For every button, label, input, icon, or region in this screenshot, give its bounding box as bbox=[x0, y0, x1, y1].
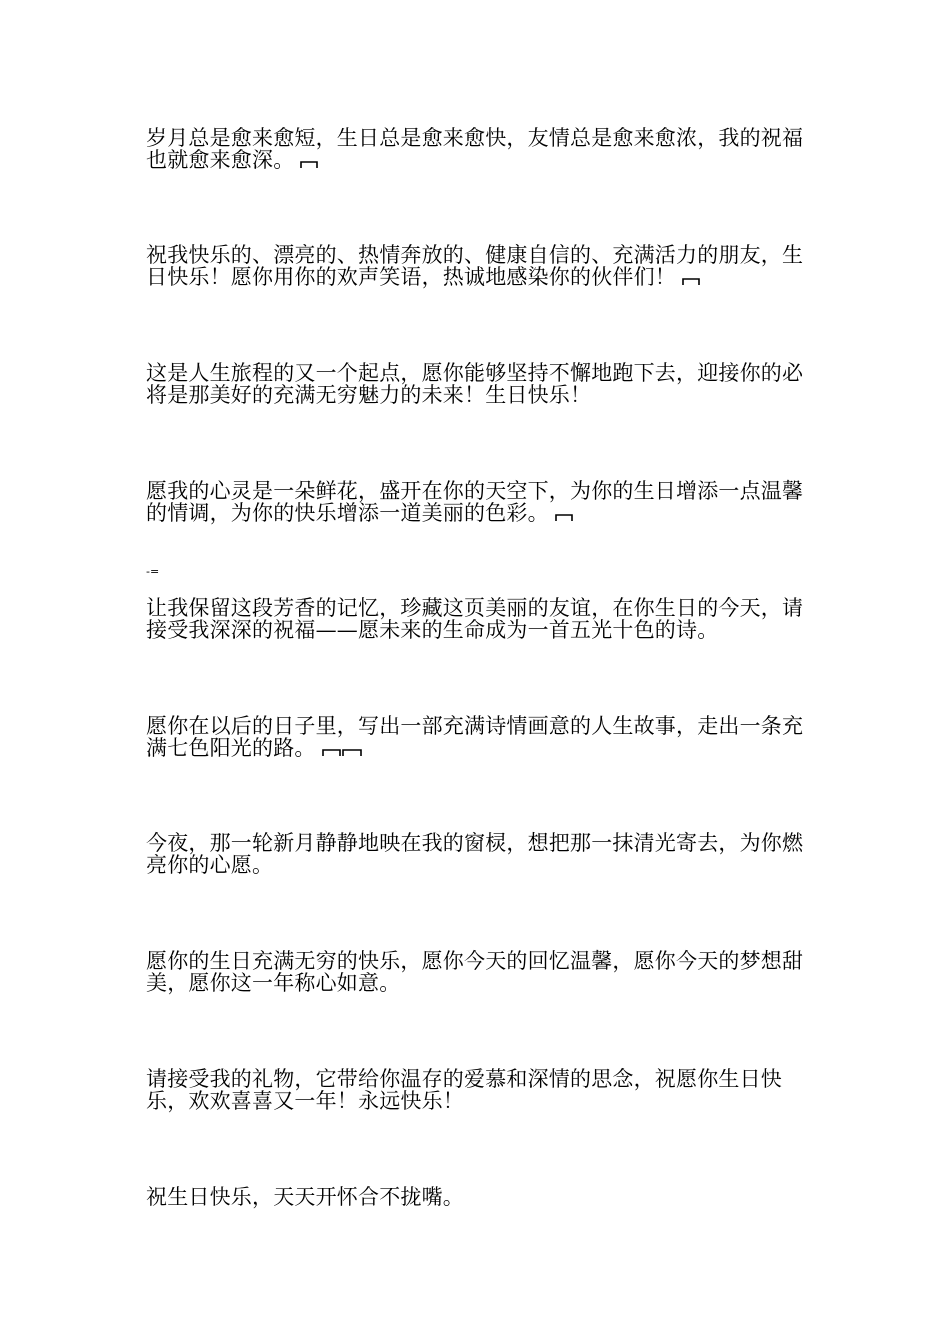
paragraph-text: 祝生日快乐，天天开怀合不拢嘴。 bbox=[146, 1185, 464, 1209]
paragraph-text: 愿我的心灵是一朵鲜花，盛开在你的天空下，为你的生日增添一点温馨的情调，为你的快乐增添一道美丽的色彩。 bbox=[146, 479, 804, 525]
paragraph-5 bbox=[146, 597, 811, 641]
placeholder-mark-icon bbox=[682, 277, 700, 286]
paragraph-7 bbox=[146, 832, 811, 876]
paragraph-4 bbox=[146, 480, 811, 524]
paragraph-text: 今夜，那一轮新月静静地映在我的窗棂，想把那一抹清光寄去，为你燃亮你的心愿。 bbox=[146, 831, 804, 877]
stray-mark: -= bbox=[146, 565, 160, 578]
paragraph-text: 祝我快乐的、漂亮的、热情奔放的、健康自信的、充满活力的朋友，生日快乐！愿你用你的欢声笑语，热诚地感染你的伙伴们！ bbox=[146, 243, 804, 289]
paragraph-6 bbox=[146, 715, 811, 759]
placeholder-mark-icon bbox=[322, 748, 362, 757]
placeholder-mark-icon bbox=[300, 160, 318, 169]
paragraph-10 bbox=[146, 1186, 811, 1208]
paragraph-8 bbox=[146, 950, 811, 994]
paragraph-text: 让我保留这段芳香的记忆，珍藏这页美丽的友谊，在你生日的今天，请接受我深深的祝福——愿未来的生命成为一首五光十色的诗。 bbox=[146, 596, 804, 642]
paragraph-9 bbox=[146, 1068, 811, 1112]
paragraph-3 bbox=[146, 362, 811, 406]
paragraph-text: 请接受我的礼物，它带给你温存的爱慕和深情的思念，祝愿你生日快乐，欢欢喜喜又一年！永远快乐！ bbox=[146, 1067, 782, 1113]
paragraph-text: 愿你在以后的日子里，写出一部充满诗情画意的人生故事，走出一条充满七色阳光的路。 bbox=[146, 714, 804, 760]
paragraph-text: 岁月总是愈来愈短，生日总是愈来愈快，友情总是愈来愈浓，我的祝福也就愈来愈深。 bbox=[146, 126, 804, 172]
paragraph-text: 愿你的生日充满无穷的快乐，愿你今天的回忆温馨，愿你今天的梦想甜美，愿你这一年称心如意。 bbox=[146, 949, 804, 995]
paragraph-text: 这是人生旅程的又一个起点，愿你能够坚持不懈地跑下去，迎接你的必将是那美好的充满无穷魅力的未来！生日快乐！ bbox=[146, 361, 804, 407]
placeholder-mark-icon bbox=[555, 513, 573, 522]
paragraph-2 bbox=[146, 244, 811, 288]
paragraph-1 bbox=[146, 127, 811, 171]
